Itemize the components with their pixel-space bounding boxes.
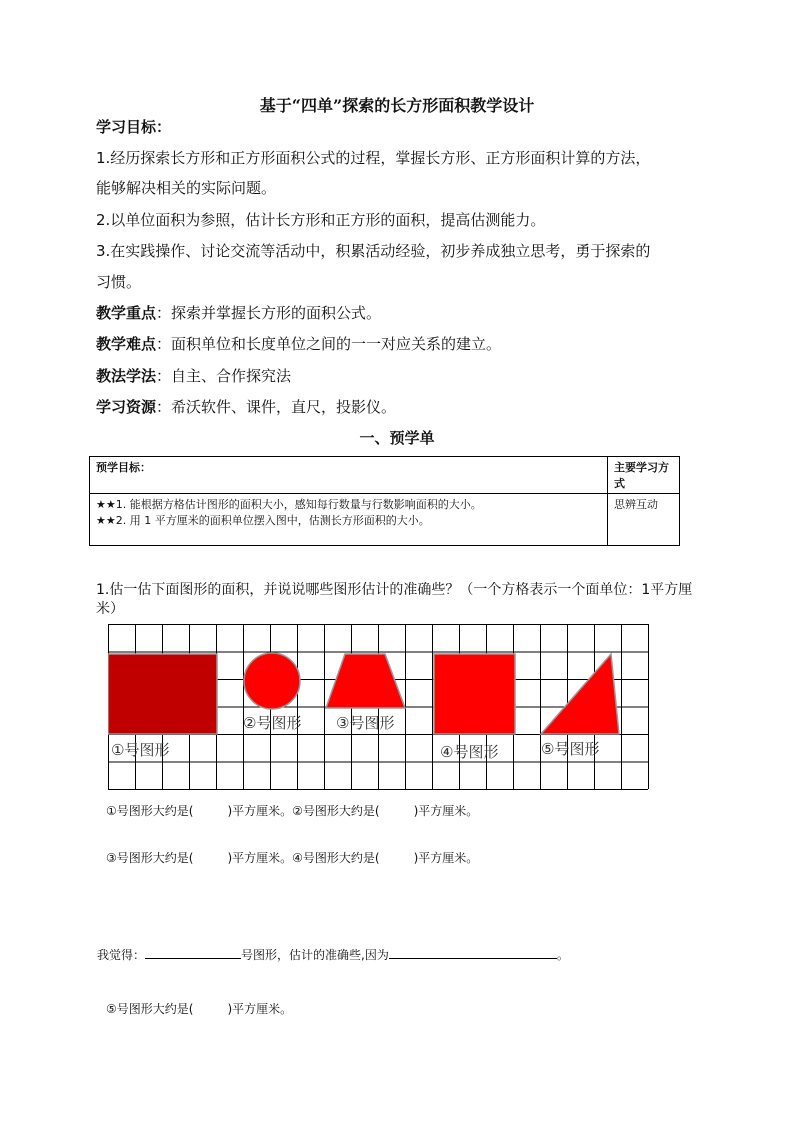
method-text: ：自主、合作探究法 — [156, 367, 292, 385]
mode-value-cell: 思辨互动 — [608, 494, 680, 546]
shape-3-trapezoid — [326, 654, 405, 708]
judgement-shape-blank[interactable] — [145, 946, 241, 959]
answer-3-prefix: ③号图形大约是( — [106, 851, 194, 865]
answer-4-prefix: )平方厘米。④号图形大约是( — [227, 851, 380, 865]
goal-item-2: ★★2. 用 1 平方厘米的面积单位摆入图中，估测长方形面积的大小。 — [96, 514, 430, 527]
shape-2-label: ②号图形 — [243, 714, 302, 732]
section-title: 一、预学单 — [359, 429, 435, 447]
shape-1-label: ①号图形 — [111, 741, 170, 759]
goals-heading: 学习目标： — [96, 118, 172, 136]
goal-header-cell: 预学目标： — [90, 457, 608, 494]
resources-label: 学习资源 — [96, 398, 157, 416]
goal-line-2: 能够解决相关的实际问题。 — [96, 179, 277, 197]
judgement-row — [97, 946, 569, 963]
judgement-middle: 号图形，估计的准确些,因为 — [241, 948, 389, 962]
method-label: 教法学法 — [96, 367, 157, 385]
resources-text: ：希沃软件、课件，直尺，投影仪。 — [156, 398, 397, 416]
shape-4-square — [434, 654, 515, 734]
teaching-method — [96, 366, 291, 386]
page-title: 基于“四单”探索的长方形面积教学设计 — [259, 96, 535, 115]
difficulty-point — [96, 334, 501, 354]
shape-3-label: ③号图形 — [336, 714, 395, 732]
grid-figure — [108, 624, 649, 790]
difficulty-label: 教学难点 — [96, 335, 157, 353]
shape-5-label: ⑤号图形 — [541, 740, 600, 758]
shape-1-rectangle — [108, 654, 217, 734]
judgement-prefix: 我觉得： — [97, 948, 146, 962]
key-point-text: ：探索并掌握长方形的面积公式。 — [156, 304, 382, 322]
answer-row-2 — [106, 849, 478, 866]
pre-study-table — [89, 456, 680, 546]
goal-line-4: 3.在实践操作、讨论交流等活动中，积累活动经验，初步养成独立思考，勇于探索的 — [96, 242, 651, 260]
goal-line-3: 2.以单位面积为参照，估计长方形和正方形的面积，提高估测能力。 — [96, 211, 546, 229]
answer-2-prefix: )平方厘米。②号图形大约是( — [227, 804, 380, 818]
answer-1-prefix: ①号图形大约是( — [106, 804, 194, 818]
shape-5-triangle — [541, 654, 619, 734]
judgement-suffix: 。 — [556, 948, 569, 962]
goal-line-5: 习惯。 — [96, 273, 142, 291]
goal-line-1: 1.经历探索长方形和正方形面积公式的过程，掌握长方形、正方形面积计算的方法， — [96, 149, 651, 167]
difficulty-text: ：面积单位和长度单位之间的一一对应关系的建立。 — [156, 335, 502, 353]
answer-row-1 — [106, 802, 478, 819]
question-1: 1.估一估下面图形的面积，并说说哪些图形估计的准确些？（一个方格表示一个面单位：1平方厘米） — [96, 582, 693, 617]
shape-2-circle — [244, 653, 300, 709]
key-point — [96, 303, 381, 323]
answer-4-suffix: )平方厘米。 — [413, 851, 479, 865]
learning-resources — [96, 397, 396, 417]
answer-row-3 — [106, 1000, 292, 1017]
key-point-label: 教学重点 — [96, 304, 157, 322]
shape-4-label: ④号图形 — [440, 743, 499, 761]
answer-5-prefix: ⑤号图形大约是( — [106, 1002, 194, 1016]
judgement-reason-blank[interactable] — [389, 946, 557, 959]
goal-item-1: ★★1. 能根据方格估计图形的面积大小，感知每行数量与行数影响面积的大小。 — [96, 498, 482, 511]
answer-2-suffix: )平方厘米。 — [413, 804, 479, 818]
answer-5-suffix: )平方厘米。 — [227, 1002, 293, 1016]
goal-content-cell — [90, 494, 608, 546]
mode-header-cell: 主要学习方式 — [608, 457, 680, 494]
